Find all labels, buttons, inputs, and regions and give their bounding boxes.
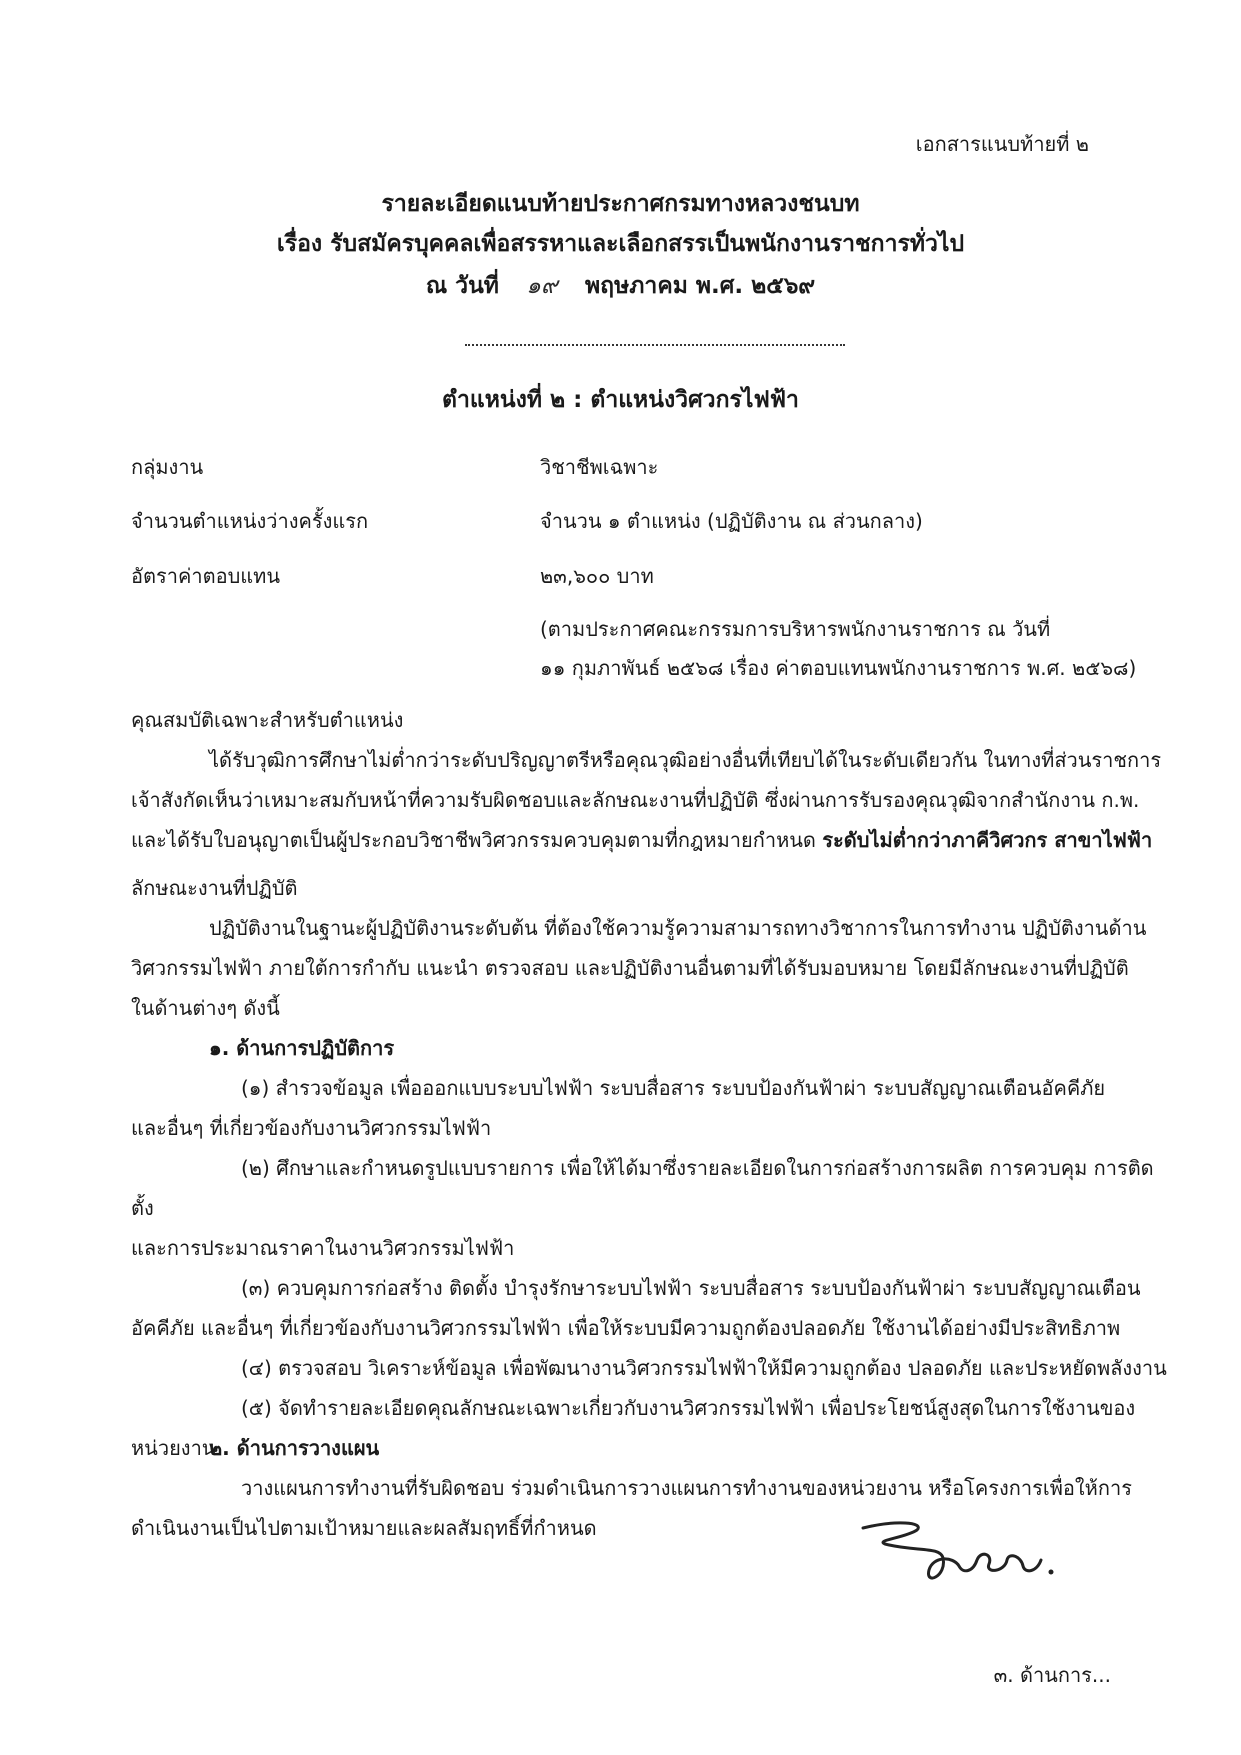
- pay-note-2: ๑๑ กุมภาพันธ์ ๒๕๖๘ เรื่อง ค่าตอบแทนพนักงานราชการ พ.ศ. ๒๕๖๘): [540, 656, 1137, 680]
- pay-label: อัตราค่าตอบแทน: [131, 564, 281, 588]
- continuation-note: ๓. ด้านการ...: [993, 1663, 1111, 1687]
- duties-section: [131, 868, 1171, 1028]
- pay-value: ๒๓,๖๐๐ บาท: [540, 564, 654, 588]
- vacancy-label: จำนวนตำแหน่งว่างครั้งแรก: [131, 509, 369, 533]
- qualifications-line-3-text: และได้รับใบอนุญาตเป็นผู้ประกอบวิชาชีพวิศวกรรมควบคุมตามที่กฎหมายกำหนด: [131, 828, 823, 852]
- operations-item-3-line-1: (๓) ควบคุมการก่อสร้าง ติดตั้ง บำรุงรักษาระบบไฟฟ้า ระบบสื่อสาร ระบบป้องกันฟ้าผ่า ระบบสัญญาณเตือน: [241, 1276, 1141, 1300]
- duties-heading: ลักษณะงานที่ปฏิบัติ: [131, 876, 298, 900]
- qualifications-line-3: [131, 820, 1171, 860]
- header-date: [0, 268, 1241, 304]
- date-rest: พฤษภาคม พ.ศ. ๒๕๖๙: [585, 273, 816, 299]
- date-day-handwritten: ๑๙: [526, 273, 558, 299]
- dotted-divider: [465, 344, 845, 346]
- operations-item-3-line-2: อัคคีภัย และอื่นๆ ที่เกี่ยวข้องกับงานวิศวกรรมไฟฟ้า เพื่อให้ระบบมีความถูกต้องปลอดภัย ใช้งานได้อย่างมีประสิทธิภาพ: [131, 1316, 1121, 1340]
- qualifications-level: ระดับไม่ต่ำกว่าภาคีวิศวกร สาขาไฟฟ้า: [822, 828, 1153, 852]
- pay-note-1: (ตามประกาศคณะกรรมการบริหารพนักงานราชการ ณ วันที่: [540, 617, 1051, 641]
- operations-heading: ๑. ด้านการปฏิบัติการ: [209, 1036, 395, 1060]
- qualifications-section: [131, 700, 1171, 860]
- planning-line-1: วางแผนการทำงานที่รับผิดชอบ ร่วมดำเนินการวางแผนการทำงานของหน่วยงาน หรือโครงการเพื่อให้การ: [241, 1476, 1132, 1500]
- duties-line-1: ปฏิบัติงานในฐานะผู้ปฏิบัติงานระดับต้น ที่ต้องใช้ความรู้ความสามารถทางวิชาการในการทำงาน ปฏิบัติงานด้าน: [209, 916, 1147, 940]
- header-line-2: เรื่อง รับสมัครบุคคลเพื่อสรรหาและเลือกสรรเป็นพนักงานราชการทั่วไป: [276, 231, 965, 257]
- qualifications-heading: คุณสมบัติเฉพาะสำหรับตำแหน่ง: [131, 708, 404, 732]
- group-value: วิชาชีพเฉพาะ: [540, 455, 659, 479]
- qualifications-line-1: ได้รับวุฒิการศึกษาไม่ต่ำกว่าระดับปริญญาตรีหรือคุณวุฒิอย่างอื่นที่เทียบได้ในระดับเดียวกัน ในทางที่ส่วนราชการ: [209, 748, 1162, 772]
- operations-item-2-line-1: (๒) ศึกษาและกำหนดรูปแบบรายการ เพื่อให้ได้มาซึ่งรายละเอียดในการก่อสร้างการผลิต การควบคุม การติดตั้ง: [131, 1156, 1154, 1220]
- operations-item-1-line-1: (๑) สำรวจข้อมูล เพื่อออกแบบระบบไฟฟ้า ระบบสื่อสาร ระบบป้องกันฟ้าผ่า ระบบสัญญาณเตือนอัคคีภัย: [241, 1076, 1106, 1100]
- operations-item-4-line-1: (๔) ตรวจสอบ วิเคราะห์ข้อมูล เพื่อพัฒนางานวิศวกรรมไฟฟ้าให้มีความถูกต้อง ปลอดภัย และประหยัดพลังงาน: [241, 1356, 1167, 1380]
- duties-line-3: ในด้านต่างๆ ดังนี้: [131, 996, 280, 1020]
- header-line-1: รายละเอียดแนบท้ายประกาศกรมทางหลวงชนบท: [381, 191, 860, 217]
- qualifications-line-2: เจ้าสังกัดเห็นว่าเหมาะสมกับหน้าที่ความรับผิดชอบและลักษณะงานที่ปฏิบัติ ซึ่งผ่านการรับรองคุณวุฒิจากสำนักงาน ก.พ.: [131, 788, 1140, 812]
- duties-line-2: วิศวกรรมไฟฟ้า ภายใต้การกำกับ แนะนำ ตรวจสอบ และปฏิบัติงานอื่นตามที่ได้รับมอบหมาย โดยมีลักษณะงานที่ปฏิบัติ: [131, 956, 1129, 980]
- operations-item-1-line-2: และอื่นๆ ที่เกี่ยวข้องกับงานวิศวกรรมไฟฟ้า: [131, 1116, 492, 1140]
- section-operations: [131, 1028, 1171, 1468]
- group-label: กลุ่มงาน: [131, 455, 204, 479]
- operations-item-5-line-1: (๕) จัดทำรายละเอียดคุณลักษณะเฉพาะเกี่ยวกับงานวิศวกรรมไฟฟ้า เพื่อประโยชน์สูงสุดในการใช้งานของ: [241, 1396, 1136, 1420]
- planning-heading: ๒. ด้านการวางแผน: [209, 1436, 380, 1460]
- position-title: ตำแหน่งที่ ๒ : ตำแหน่งวิศวกรไฟฟ้า: [442, 387, 799, 413]
- operations-item-5-line-2: หน่วยงาน: [131, 1436, 216, 1460]
- attachment-label: เอกสารแนบท้ายที่ ๒: [915, 132, 1089, 156]
- planning-line-2: ดำเนินงานเป็นไปตามเป้าหมายและผลสัมฤทธิ์ที่กำหนด: [131, 1516, 597, 1540]
- date-prefix: ณ วันที่: [425, 273, 499, 299]
- vacancy-value: จำนวน ๑ ตำแหน่ง (ปฏิบัติงาน ณ ส่วนกลาง): [540, 509, 923, 533]
- operations-item-2-line-2: และการประมาณราคาในงานวิศวกรรมไฟฟ้า: [131, 1236, 515, 1260]
- signature-mark: [855, 1500, 1065, 1590]
